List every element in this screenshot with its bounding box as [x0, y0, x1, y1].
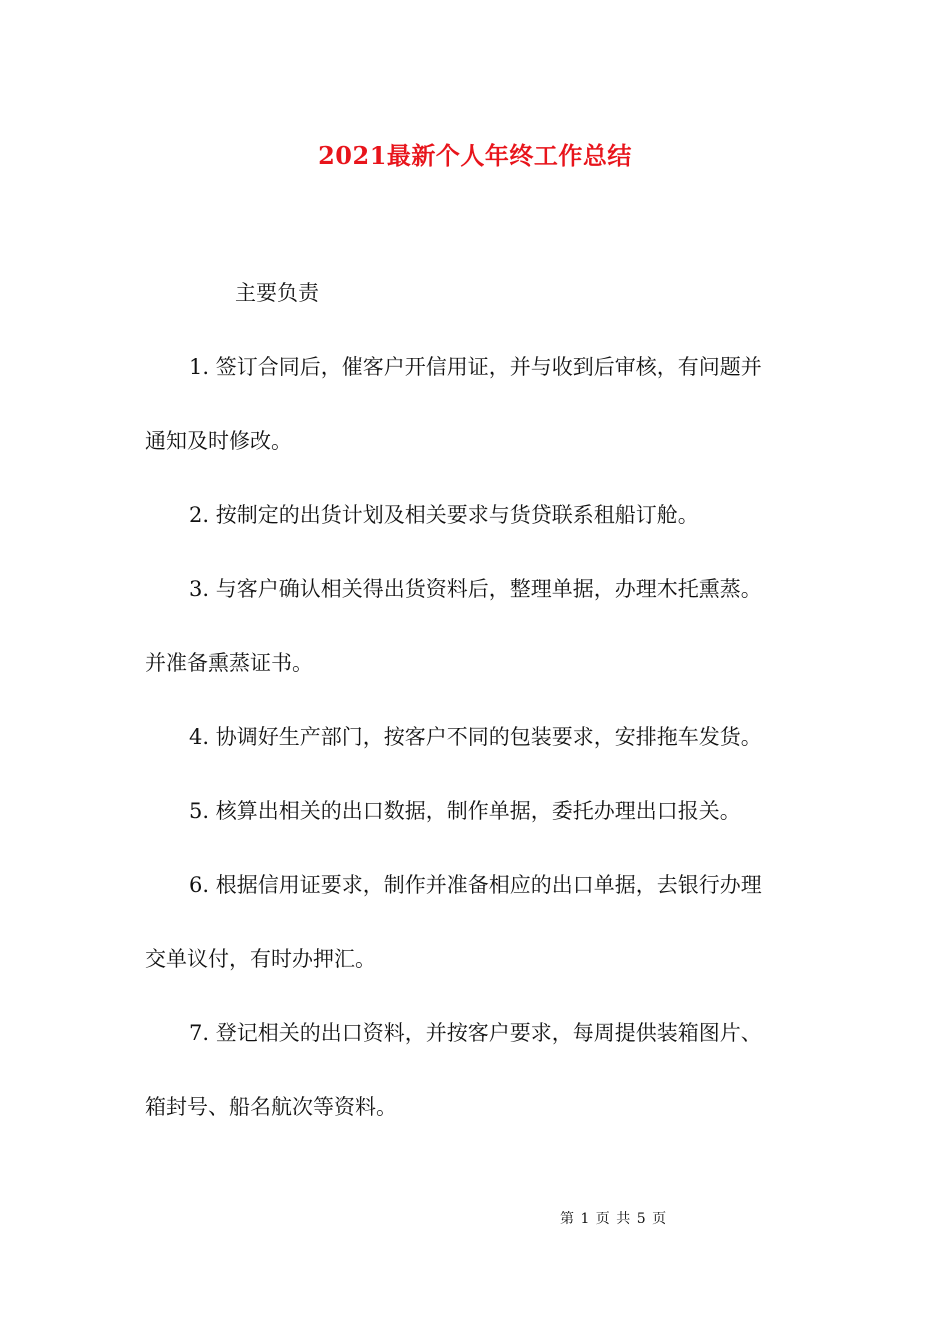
document-title: 2021最新个人年终工作总结 [318, 141, 632, 170]
section-heading: 主要负责 [235, 281, 319, 305]
paragraph-line: 4. 协调好生产部门，按客户不同的包装要求，安排拖车发货。 [189, 725, 762, 749]
page-number-footer: 第 1 页 共 5 页 [560, 1211, 668, 1227]
paragraph-line: 1. 签订合同后，催客户开信用证，并与收到后审核，有问题并 [189, 355, 762, 379]
paragraph-line: 3. 与客户确认相关得出货资料后，整理单据，办理木托熏蒸。 [189, 577, 762, 601]
paragraph-line: 7. 登记相关的出口资料，并按客户要求，每周提供装箱图片、 [189, 1021, 762, 1045]
paragraph-line: 通知及时修改。 [145, 429, 292, 453]
paragraph-line: 交单议付，有时办押汇。 [145, 947, 376, 971]
paragraph-line: 6. 根据信用证要求，制作并准备相应的出口单据，去银行办理 [189, 873, 762, 897]
paragraph-line: 5. 核算出相关的出口数据，制作单据，委托办理出口报关。 [189, 799, 741, 823]
paragraph-line: 并准备熏蒸证书。 [145, 651, 313, 675]
paragraph-line: 2. 按制定的出货计划及相关要求与货贷联系租船订舱。 [189, 503, 699, 527]
paragraph-line: 箱封号、船名航次等资料。 [145, 1095, 397, 1119]
